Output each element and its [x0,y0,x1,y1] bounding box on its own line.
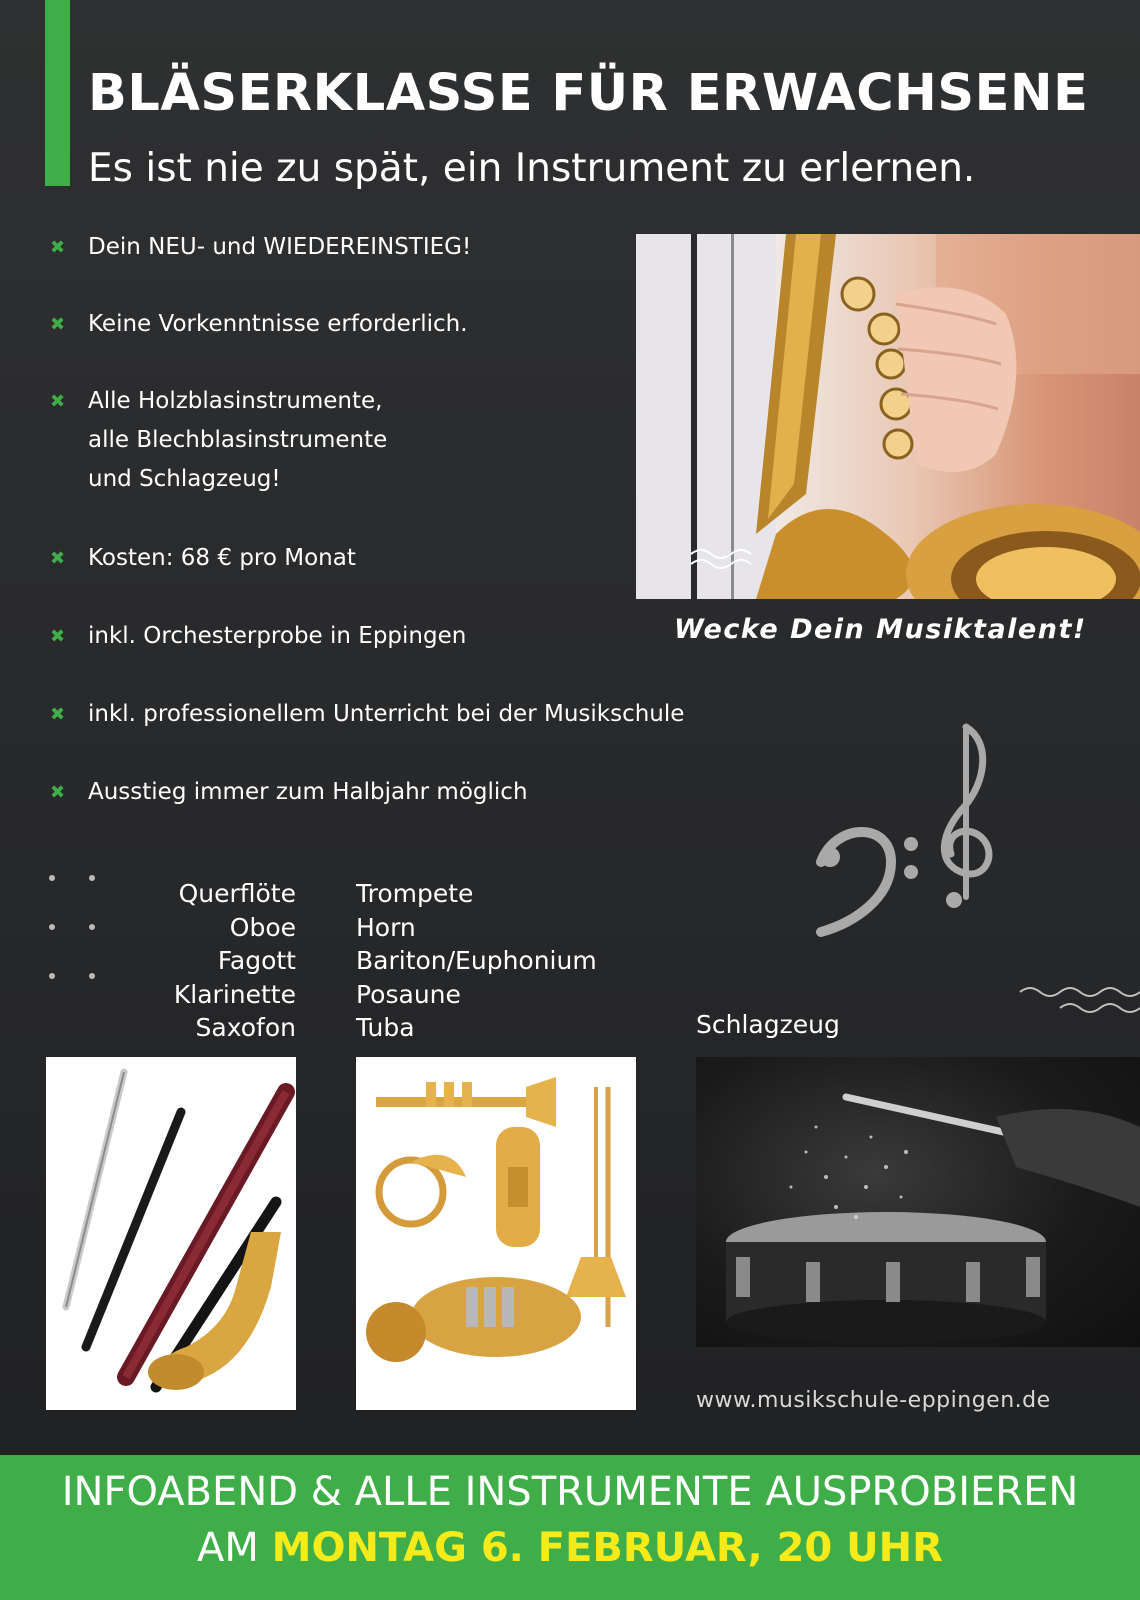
green-cross-icon: ✖ [50,237,66,258]
banner-line-1: INFOABEND & ALLE INSTRUMENTE AUSPROBIEREN [61,1469,1079,1515]
woodwind-item: Querflöte [178,879,296,908]
feature-item [50,228,471,267]
green-cross-icon: ✖ [50,391,66,412]
woodwind-item: Oboe [229,912,296,942]
feature-item [50,773,528,812]
saxophone-illustration [636,234,1140,599]
green-cross-icon: ✖ [50,548,66,569]
woodwind-list [130,877,296,1045]
brass-list [356,877,676,1045]
info-banner [0,1455,1140,1600]
green-accent-bar [45,0,70,186]
green-cross-icon: ✖ [50,782,66,803]
woodwind-instruments-image [46,1057,296,1410]
brass-item: Posaune [356,979,461,1009]
tagline: Wecke Dein Musiktalent! [674,614,1087,645]
website-url[interactable]: www.musikschule-eppingen.de [696,1388,1051,1413]
feature-item [50,539,356,578]
drum-illustration [696,1057,1140,1347]
green-cross-icon: ✖ [50,704,66,725]
woodwind-illustration [46,1057,296,1410]
page-subtitle: Es ist nie zu spät, ein Instrument zu erlernen. [88,146,976,191]
feature-text: inkl. Orchesterprobe in Eppingen [88,623,467,649]
feature-item [50,617,466,656]
wave-deco-icon [1018,982,1140,1022]
feature-item [50,305,468,344]
dots-deco-icon [46,872,106,982]
banner-prefix: AM [197,1525,272,1571]
page-title: BLÄSERKLASSE FÜR ERWACHSENE [88,64,1089,123]
feature-item [50,382,387,499]
feature-text: Keine Vorkenntnisse erforderlich. [88,311,468,337]
feature-item [50,695,684,734]
percussion-label: Schlagzeug [696,1010,840,1039]
brass-item: Bariton/Euphonium [356,946,597,975]
brass-item: Trompete [356,879,474,908]
brass-item: Horn [356,912,416,942]
feature-text: Alle Holzblasinstrumente, alle Blechblasinstrumente und Schlagzeug! [88,388,388,492]
brass-item: Tuba [356,1013,415,1042]
brass-instruments-image [356,1057,636,1410]
banner-date-highlight: MONTAG 6. FEBRUAR, 20 UHR [271,1525,943,1571]
green-cross-icon: ✖ [50,626,66,647]
woodwind-item: Saxofon [195,1013,296,1042]
drum-photo [696,1057,1140,1347]
feature-text: Kosten: 68 € pro Monat [88,545,356,571]
woodwind-item: Klarinette [173,979,296,1009]
woodwind-item: Fagott [217,946,296,975]
brass-illustration [356,1057,636,1410]
clef-notes-icon [816,722,1016,942]
feature-text: Dein NEU- und WIEDEREINSTIEG! [88,234,472,260]
feature-text: Ausstieg immer zum Halbjahr möglich [88,779,528,805]
banner-line-2 [0,1525,1140,1571]
feature-text: inkl. professionellem Unterricht bei der Musikschule [88,701,685,727]
saxophone-photo [636,234,1140,599]
green-cross-icon: ✖ [50,314,66,335]
